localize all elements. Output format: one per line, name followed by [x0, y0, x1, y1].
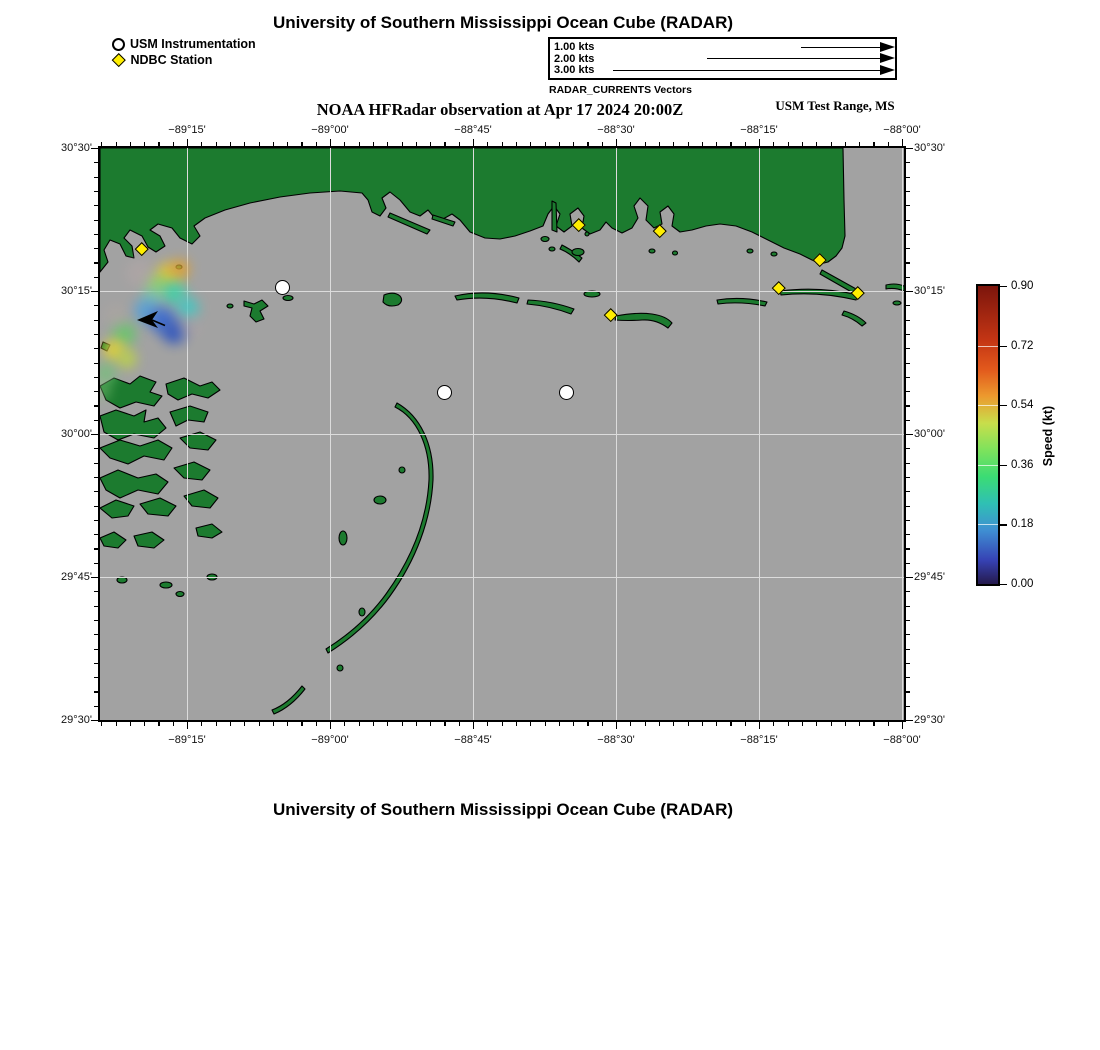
- tick-bottom: [831, 722, 832, 726]
- tick-right: [906, 320, 910, 321]
- tick-top: [287, 142, 288, 146]
- tick-right: [906, 205, 910, 206]
- tick-left: [94, 649, 98, 650]
- tick-bottom: [430, 722, 431, 726]
- tick-left: [94, 391, 98, 392]
- tick-top: [201, 142, 202, 146]
- tick-right: [906, 291, 913, 292]
- tick-top: [259, 142, 260, 146]
- tick-right: [906, 162, 910, 163]
- tick-top: [831, 142, 832, 146]
- tick-right: [906, 220, 910, 221]
- tick-bottom: [402, 722, 403, 726]
- figure-title-top: University of Southern Mississippi Ocean Cube (RADAR): [272, 13, 734, 32]
- tick-left: [94, 162, 98, 163]
- vector-scale-label: 1.00 kts: [554, 41, 595, 53]
- colorbar-gridline: [978, 405, 998, 406]
- tick-left: [94, 534, 98, 535]
- tick-top: [530, 142, 531, 146]
- tick-top: [602, 142, 603, 146]
- tick-top: [573, 142, 574, 146]
- tick-top: [230, 142, 231, 146]
- tick-right: [906, 177, 910, 178]
- tick-bottom: [144, 722, 145, 726]
- tick-left: [94, 620, 98, 621]
- tick-left: [94, 606, 98, 607]
- tick-left: [91, 148, 98, 149]
- tick-left: [94, 277, 98, 278]
- tick-top: [144, 142, 145, 146]
- tick-right: [906, 348, 910, 349]
- tick-left: [94, 491, 98, 492]
- tick-left: [94, 248, 98, 249]
- tick-top: [473, 139, 474, 146]
- lon-label-bottom: −88°45': [454, 734, 492, 746]
- colorbar-tick-label: 0.00: [1011, 578, 1034, 590]
- tick-bottom: [716, 722, 717, 726]
- tick-top: [716, 142, 717, 146]
- observation-subtitle: NOAA HFRadar observation at Apr 17 2024 20:00Z: [316, 100, 684, 119]
- tick-bottom: [516, 722, 517, 726]
- tick-left: [94, 191, 98, 192]
- tick-left: [94, 634, 98, 635]
- tick-right: [906, 706, 910, 707]
- tick-right: [906, 277, 910, 278]
- colorbar-tick: [1000, 405, 1007, 406]
- tick-top: [101, 142, 102, 146]
- tick-bottom: [587, 722, 588, 726]
- tick-top: [130, 142, 131, 146]
- tick-left: [94, 334, 98, 335]
- colorbar-gridline: [978, 465, 998, 466]
- lon-label-bottom: −88°30': [597, 734, 635, 746]
- tick-bottom: [487, 722, 488, 726]
- tick-top: [316, 142, 317, 146]
- lat-label-left: 30°30': [61, 142, 92, 154]
- tick-left: [94, 691, 98, 692]
- lon-label-top: −88°30': [597, 124, 635, 136]
- tick-right: [906, 191, 910, 192]
- tick-left: [94, 234, 98, 235]
- tick-right: [906, 448, 910, 449]
- tick-right: [906, 577, 913, 578]
- tick-right: [906, 606, 910, 607]
- tick-left: [94, 348, 98, 349]
- usm-instrumentation-marker: [437, 385, 452, 400]
- tick-bottom: [545, 722, 546, 726]
- lon-label-top: −89°15': [168, 124, 206, 136]
- lat-label-right: 29°45': [914, 571, 945, 583]
- usm-instrumentation-marker: [275, 280, 290, 295]
- tick-right: [906, 649, 910, 650]
- tick-right: [906, 248, 910, 249]
- lon-label-top: −88°45': [454, 124, 492, 136]
- tick-left: [94, 405, 98, 406]
- tick-right: [906, 420, 910, 421]
- tick-bottom: [745, 722, 746, 726]
- tick-right: [906, 305, 910, 306]
- tick-top: [330, 139, 331, 146]
- tick-bottom: [902, 722, 903, 729]
- colorbar-tick-label: 0.18: [1011, 518, 1034, 531]
- legend-item-diamond: [112, 53, 212, 67]
- tick-top: [244, 142, 245, 146]
- tick-right: [906, 463, 910, 464]
- tick-right: [906, 234, 910, 235]
- tick-bottom: [573, 722, 574, 726]
- tick-right: [906, 591, 910, 592]
- tick-bottom: [873, 722, 874, 726]
- tick-top: [616, 139, 617, 146]
- tick-top: [759, 139, 760, 146]
- colorbar-title: Speed (kt): [1041, 405, 1055, 467]
- tick-top: [745, 142, 746, 146]
- tick-bottom: [645, 722, 646, 726]
- tick-bottom: [259, 722, 260, 726]
- tick-right: [906, 262, 910, 263]
- ndbc-station-marker: [813, 253, 826, 266]
- tick-top: [116, 142, 117, 146]
- tick-right: [906, 634, 910, 635]
- lon-label-top: −88°15': [740, 124, 778, 136]
- tick-right: [906, 548, 910, 549]
- vector-arrowhead-icon: [880, 42, 895, 52]
- vector-scale-line: [613, 70, 881, 71]
- tick-right: [906, 434, 913, 435]
- tick-bottom: [602, 722, 603, 726]
- tick-left: [94, 220, 98, 221]
- tick-top: [545, 142, 546, 146]
- legend-item-circle: [112, 37, 256, 51]
- tick-bottom: [759, 722, 760, 729]
- tick-bottom: [201, 722, 202, 726]
- tick-top: [816, 142, 817, 146]
- tick-bottom: [530, 722, 531, 726]
- tick-bottom: [216, 722, 217, 726]
- ndbc-diamond-icon: [112, 53, 125, 66]
- tick-top: [158, 142, 159, 146]
- tick-right: [906, 677, 910, 678]
- tick-left: [94, 377, 98, 378]
- tick-top: [702, 142, 703, 146]
- colorbar-tick-label: 0.72: [1011, 339, 1034, 352]
- vector-scale-row: [554, 64, 893, 76]
- vector-scale-line: [801, 47, 881, 48]
- tick-bottom: [688, 722, 689, 726]
- tick-bottom: [788, 722, 789, 726]
- tick-bottom: [301, 722, 302, 726]
- tick-top: [559, 142, 560, 146]
- tick-left: [91, 434, 98, 435]
- tick-top: [773, 142, 774, 146]
- vector-arrowhead-icon: [880, 65, 895, 75]
- tick-bottom: [659, 722, 660, 726]
- map-area: [98, 146, 906, 722]
- tick-bottom: [773, 722, 774, 726]
- tick-top: [645, 142, 646, 146]
- tick-top: [416, 142, 417, 146]
- tick-bottom: [344, 722, 345, 726]
- tick-left: [94, 506, 98, 507]
- lat-label-right: 30°00': [914, 428, 945, 440]
- tick-left: [91, 577, 98, 578]
- tick-top: [444, 142, 445, 146]
- ndbc-station-marker: [135, 242, 148, 255]
- lon-label-bottom: −89°15': [168, 734, 206, 746]
- tick-top: [273, 142, 274, 146]
- tick-top: [587, 142, 588, 146]
- tick-bottom: [316, 722, 317, 726]
- tick-bottom: [273, 722, 274, 726]
- tick-left: [94, 320, 98, 321]
- tick-bottom: [373, 722, 374, 726]
- tick-top: [373, 142, 374, 146]
- tick-bottom: [244, 722, 245, 726]
- tick-bottom: [101, 722, 102, 726]
- tick-right: [906, 391, 910, 392]
- lon-label-bottom: −88°15': [740, 734, 778, 746]
- colorbar-gridline: [978, 346, 998, 347]
- tick-top: [216, 142, 217, 146]
- tick-bottom: [616, 722, 617, 729]
- colorbar-gridline: [978, 524, 998, 525]
- tick-top: [845, 142, 846, 146]
- figure-title-bottom: University of Southern Mississippi Ocean Cube (RADAR): [272, 800, 734, 819]
- tick-left: [94, 663, 98, 664]
- tick-bottom: [630, 722, 631, 726]
- usm-instrumentation-marker: [559, 385, 574, 400]
- tick-left: [94, 463, 98, 464]
- tick-left: [94, 420, 98, 421]
- vector-scale-box: [548, 37, 897, 80]
- tick-right: [906, 563, 910, 564]
- tick-top: [516, 142, 517, 146]
- tick-top: [402, 142, 403, 146]
- usm-circle-icon: [112, 38, 125, 51]
- tick-right: [906, 534, 910, 535]
- tick-right: [906, 663, 910, 664]
- tick-bottom: [230, 722, 231, 726]
- ndbc-station-marker: [772, 281, 785, 294]
- tick-right: [906, 691, 910, 692]
- vector-scale-row: [554, 53, 893, 65]
- tick-top: [430, 142, 431, 146]
- tick-bottom: [444, 722, 445, 726]
- tick-left: [94, 177, 98, 178]
- tick-bottom: [816, 722, 817, 726]
- tick-right: [906, 477, 910, 478]
- tick-bottom: [473, 722, 474, 729]
- station-marker-layer: [100, 148, 904, 720]
- tick-bottom: [330, 722, 331, 729]
- lat-label-right: 29°30': [914, 714, 945, 726]
- tick-top: [788, 142, 789, 146]
- tick-bottom: [673, 722, 674, 726]
- legend-label: USM Instrumentation: [130, 37, 256, 51]
- tick-left: [94, 591, 98, 592]
- tick-right: [906, 506, 910, 507]
- ndbc-station-marker: [572, 218, 585, 231]
- colorbar-tick: [1000, 524, 1007, 525]
- lat-label-left: 30°15': [61, 285, 92, 297]
- colorbar-tick: [1000, 286, 1007, 287]
- tick-top: [487, 142, 488, 146]
- tick-bottom: [359, 722, 360, 726]
- tick-bottom: [888, 722, 889, 726]
- ndbc-station-marker: [653, 224, 666, 237]
- legend-label: NDBC Station: [130, 53, 213, 67]
- tick-top: [802, 142, 803, 146]
- tick-top: [873, 142, 874, 146]
- colorbar-tick-label: 0.36: [1011, 458, 1034, 471]
- vector-scale-label: 3.00 kts: [554, 64, 595, 76]
- tick-bottom: [387, 722, 388, 726]
- region-label: USM Test Range, MS: [775, 98, 895, 113]
- tick-top: [688, 142, 689, 146]
- tick-bottom: [158, 722, 159, 726]
- tick-right: [906, 363, 910, 364]
- lat-label-left: 29°30': [61, 714, 92, 726]
- tick-bottom: [130, 722, 131, 726]
- tick-bottom: [116, 722, 117, 726]
- lon-label-bottom: −88°00': [883, 734, 921, 746]
- tick-bottom: [730, 722, 731, 726]
- tick-right: [906, 405, 910, 406]
- tick-left: [91, 720, 98, 721]
- lat-label-right: 30°30': [914, 142, 945, 154]
- tick-left: [94, 205, 98, 206]
- tick-bottom: [859, 722, 860, 726]
- tick-bottom: [702, 722, 703, 726]
- tick-bottom: [845, 722, 846, 726]
- tick-top: [301, 142, 302, 146]
- tick-right: [906, 720, 913, 721]
- tick-top: [344, 142, 345, 146]
- tick-right: [906, 377, 910, 378]
- tick-top: [173, 142, 174, 146]
- vector-scale-label: 2.00 kts: [554, 52, 595, 65]
- colorbar-tick: [1000, 465, 1007, 466]
- lon-label-top: −88°00': [883, 124, 921, 136]
- tick-top: [659, 142, 660, 146]
- ndbc-station-marker: [604, 308, 617, 321]
- tick-left: [94, 563, 98, 564]
- tick-left: [94, 520, 98, 521]
- vector-arrowhead-icon: [880, 53, 895, 63]
- tick-right: [906, 334, 910, 335]
- tick-bottom: [802, 722, 803, 726]
- tick-left: [94, 363, 98, 364]
- tick-right: [906, 620, 910, 621]
- vector-scale-line: [707, 58, 881, 59]
- colorbar-tick-label: 0.54: [1011, 399, 1034, 412]
- vector-scale-caption: RADAR_CURRENTS Vectors: [549, 84, 692, 96]
- tick-left: [94, 548, 98, 549]
- lat-label-right: 30°15': [914, 285, 945, 297]
- ndbc-station-marker: [851, 286, 864, 299]
- colorbar: [976, 284, 1000, 586]
- colorbar-tick-label: 0.90: [1011, 280, 1034, 292]
- tick-top: [359, 142, 360, 146]
- tick-top: [387, 142, 388, 146]
- tick-bottom: [559, 722, 560, 726]
- colorbar-tick: [1000, 584, 1007, 585]
- tick-top: [902, 139, 903, 146]
- tick-left: [94, 262, 98, 263]
- tick-top: [459, 142, 460, 146]
- tick-right: [906, 491, 910, 492]
- tick-top: [187, 139, 188, 146]
- tick-top: [630, 142, 631, 146]
- tick-bottom: [459, 722, 460, 726]
- tick-left: [91, 291, 98, 292]
- lon-label-bottom: −89°00': [311, 734, 349, 746]
- tick-left: [94, 305, 98, 306]
- tick-bottom: [173, 722, 174, 726]
- tick-bottom: [502, 722, 503, 726]
- colorbar-tick: [1000, 346, 1007, 347]
- tick-bottom: [287, 722, 288, 726]
- tick-left: [94, 706, 98, 707]
- tick-left: [94, 448, 98, 449]
- tick-top: [730, 142, 731, 146]
- lon-label-top: −89°00': [311, 124, 349, 136]
- tick-right: [906, 148, 913, 149]
- lat-label-left: 30°00': [61, 428, 92, 440]
- tick-left: [94, 477, 98, 478]
- tick-top: [859, 142, 860, 146]
- tick-left: [94, 677, 98, 678]
- tick-top: [502, 142, 503, 146]
- tick-top: [673, 142, 674, 146]
- tick-top: [888, 142, 889, 146]
- tick-bottom: [416, 722, 417, 726]
- tick-bottom: [187, 722, 188, 729]
- vector-scale-row: [554, 41, 893, 53]
- tick-right: [906, 520, 910, 521]
- lat-label-left: 29°45': [61, 571, 92, 583]
